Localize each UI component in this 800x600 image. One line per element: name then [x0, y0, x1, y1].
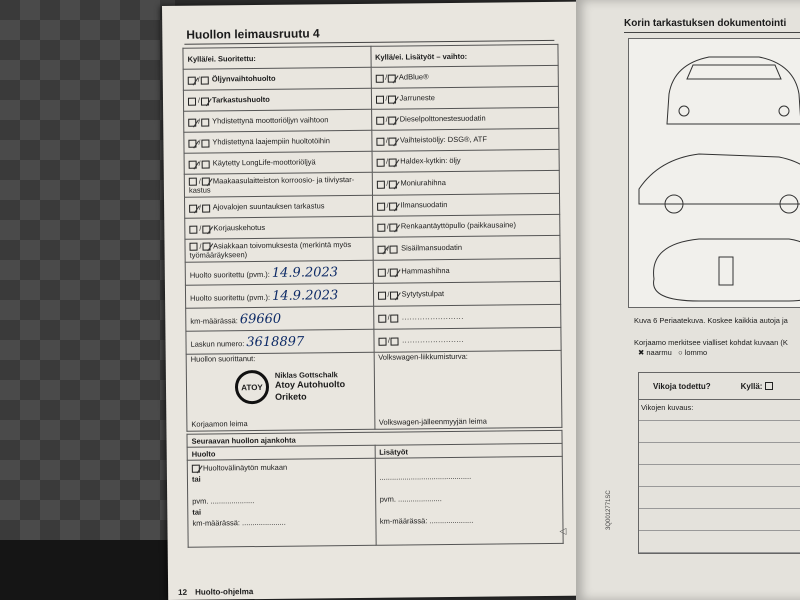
- extra-item: / Jarruneste: [371, 86, 559, 109]
- checkbox-checked[interactable]: [188, 139, 196, 147]
- checkbox[interactable]: [376, 116, 384, 124]
- invoice-field[interactable]: Laskun numero: 3618897: [186, 329, 374, 354]
- checkbox[interactable]: [375, 74, 383, 82]
- next-col-extra: Lisätyöt: [375, 443, 563, 458]
- service-item: / Maakaasulaitteiston korroosio- ja tiiviystar-kastus: [184, 172, 372, 197]
- next-col-service: Huolto: [187, 445, 375, 460]
- service-item: / Asiakkaan toivomuksesta (merkintä myös työmääräykseen): [185, 237, 373, 262]
- checkbox[interactable]: [201, 139, 209, 147]
- checkbox-checked[interactable]: [202, 243, 210, 251]
- checkbox-checked[interactable]: [389, 137, 397, 145]
- handwritten-km: 69660: [239, 311, 282, 327]
- checkbox-checked[interactable]: [188, 118, 196, 126]
- checkbox[interactable]: [375, 95, 383, 103]
- triangle-marker-icon: ◁: [559, 525, 567, 536]
- description-line[interactable]: [639, 465, 800, 487]
- service-item: / Öljynvaihtohuolto: [183, 67, 371, 90]
- checkbox-checked[interactable]: [389, 116, 397, 124]
- description-label: Vikojen kuvaus:: [639, 400, 800, 421]
- service-item: / Yhdistettynä moottoriöljyn vaihtoon: [184, 109, 372, 132]
- extra-item: / AdBlue®: [371, 65, 559, 88]
- checkbox-checked[interactable]: [389, 180, 397, 188]
- checkbox-checked[interactable]: [192, 465, 200, 473]
- checkbox[interactable]: [202, 204, 210, 212]
- yes-label: Kyllä:: [741, 382, 774, 391]
- atoy-logo-icon: ATOY: [235, 370, 269, 404]
- next-km-field[interactable]: km-määrässä: .....................: [192, 517, 286, 528]
- checkbox[interactable]: [201, 76, 209, 84]
- col-left-header: Kyllä/ei. Suoritettu:: [183, 46, 371, 69]
- performer-signature-cell: [186, 352, 374, 431]
- service-item: / Ajovalojen suuntauksen tarkastus: [185, 195, 373, 218]
- stamp-city: Oriketo: [275, 391, 307, 402]
- dealer-stamp-cell: [374, 350, 562, 429]
- interval-label: Huoltovälinäytön mukaan: [202, 462, 288, 473]
- handwritten-date: 14.9.2023: [271, 264, 339, 281]
- col-right-header: Kyllä/ei. Lisätyöt – vaihto:: [370, 44, 558, 67]
- service-item: / Käytetty LongLife-moottoriöljyä: [184, 151, 372, 174]
- service-date-field[interactable]: Huolto suoritettu (pvm.): 14.9.2023: [185, 260, 373, 285]
- next-date-field[interactable]: pvm. .....................: [192, 496, 255, 506]
- service-item: / Korjauskehotus: [185, 216, 373, 239]
- checkbox[interactable]: [377, 268, 385, 276]
- checkbox[interactable]: [765, 382, 773, 390]
- checkbox-checked[interactable]: [388, 74, 396, 82]
- extra-work-line[interactable]: ............................................: [379, 471, 472, 482]
- right-page-title: Korin tarkastuksen dokumentointi: [624, 18, 787, 29]
- stamp-name: Niklas Gottschalk: [274, 370, 338, 380]
- checkbox[interactable]: [202, 160, 210, 168]
- description-line[interactable]: [639, 487, 800, 509]
- next-service-title: Seuraavan huollon ajankohta: [187, 430, 562, 447]
- checkbox-checked[interactable]: [389, 158, 397, 166]
- next-service-cell: Huoltovälinäytön mukaan tai pvm. ..................... tai km-määrässä: .....................: [187, 458, 375, 547]
- extra-item: / ........................: [373, 327, 561, 352]
- title-rule: [624, 32, 800, 33]
- checkbox-checked[interactable]: [390, 223, 398, 231]
- extra-item: / Ilmansuodatin: [372, 193, 560, 216]
- checkbox[interactable]: [189, 225, 197, 233]
- extra-item: / Sytytystulpat: [373, 281, 561, 306]
- extra-item: / Haldex-kytkin: öljy: [372, 149, 560, 172]
- checkbox-checked[interactable]: [390, 202, 398, 210]
- checkbox[interactable]: [378, 337, 386, 345]
- next-km-field-2[interactable]: km-määrässä: .....................: [379, 515, 474, 526]
- checkbox[interactable]: [378, 314, 386, 322]
- extra-item: / Dieselpolttonestesuodatin: [371, 107, 559, 130]
- checkbox[interactable]: [188, 97, 196, 105]
- extra-item: / ........................: [373, 304, 561, 329]
- next-service-table: [186, 430, 563, 548]
- checkbox-checked[interactable]: [377, 245, 385, 253]
- page-title: Huollon leimausruutu 4: [186, 26, 320, 42]
- figure-caption: Kuva 6 Periaatekuva. Koskee kaikkia autoja ja: [634, 316, 788, 325]
- description-line[interactable]: [639, 421, 800, 443]
- next-date-field-2[interactable]: pvm. .....................: [379, 494, 442, 504]
- damage-found-label: Vikoja todettu?: [653, 381, 711, 391]
- checkbox[interactable]: [201, 118, 209, 126]
- page-footer: 12 Huolto-ohjelma: [178, 587, 254, 597]
- shadow: [0, 540, 175, 600]
- checkbox[interactable]: [377, 202, 385, 210]
- service-date-field[interactable]: Huolto suoritettu (pvm.): 14.9.2023: [185, 283, 373, 308]
- performer-label: Huollon suorittanut:: [190, 354, 256, 364]
- checkbox[interactable]: [390, 245, 398, 253]
- car-top-view-icon: [654, 239, 800, 301]
- checkbox[interactable]: [376, 137, 384, 145]
- dealer-stamp-label: Volkswagen-jälleenmyyjän leima: [378, 416, 487, 427]
- checkbox-checked[interactable]: [189, 204, 197, 212]
- service-table: [182, 44, 562, 432]
- body-inspection-page: [576, 0, 800, 600]
- km-field[interactable]: km-määrässä: 69660: [186, 306, 374, 331]
- handwritten-invoice: 3618897: [246, 334, 305, 350]
- damage-legend: ✖ naarmu ○ lommo: [638, 348, 708, 357]
- checkbox[interactable]: [377, 223, 385, 231]
- checkbox-checked[interactable]: [188, 76, 196, 84]
- checkbox-checked[interactable]: [202, 178, 210, 186]
- checkbox[interactable]: [189, 243, 197, 251]
- description-line[interactable]: [639, 443, 800, 465]
- service-log-page: [162, 2, 584, 600]
- side-code: 3Q0012771SC: [606, 490, 612, 530]
- checkbox-checked[interactable]: [390, 268, 398, 276]
- checkbox[interactable]: [376, 158, 384, 166]
- checkbox[interactable]: [376, 180, 384, 188]
- extra-item: / Renkaantäyttöpullo (paikkausaine): [372, 214, 560, 237]
- extra-item: / Vaihteistoöljy: DSG®, ATF: [371, 128, 559, 151]
- checkbox-checked[interactable]: [202, 225, 210, 233]
- extra-item: / Moniurahihna: [372, 170, 560, 195]
- extra-item: / Hammashihna: [373, 258, 561, 283]
- workshop-stamp-label: Korjaamon leima: [191, 419, 248, 429]
- damage-table: [638, 372, 800, 554]
- description-line[interactable]: [639, 531, 800, 553]
- checkbox-checked[interactable]: [201, 97, 209, 105]
- extra-item: / Sisäilmansuodatin: [372, 235, 560, 260]
- vw-warranty-label: Volkswagen-liikkumisturva:: [378, 351, 468, 362]
- service-item: / Yhdistettynä laajempiin huoltotöihin: [184, 130, 372, 153]
- next-extra-cell: [375, 456, 563, 545]
- car-diagram: [628, 38, 800, 308]
- figure-caption-2: Korjaamo merkitsee vialliset kohdat kuvaan (K: [634, 338, 788, 347]
- car-side-view-icon: [639, 154, 800, 204]
- fabric-background: [0, 0, 175, 600]
- checkbox[interactable]: [377, 291, 385, 299]
- checkbox[interactable]: [189, 178, 197, 186]
- description-line[interactable]: [639, 509, 800, 531]
- stamp-company: Atoy Autohuolto: [274, 379, 346, 391]
- checkbox-checked[interactable]: [189, 160, 197, 168]
- service-item: / Tarkastushuolto: [183, 88, 371, 111]
- checkbox-checked[interactable]: [388, 95, 396, 103]
- checkbox[interactable]: [391, 337, 399, 345]
- checkbox[interactable]: [391, 314, 399, 322]
- checkbox-checked[interactable]: [390, 291, 398, 299]
- workshop-stamp: [235, 369, 346, 404]
